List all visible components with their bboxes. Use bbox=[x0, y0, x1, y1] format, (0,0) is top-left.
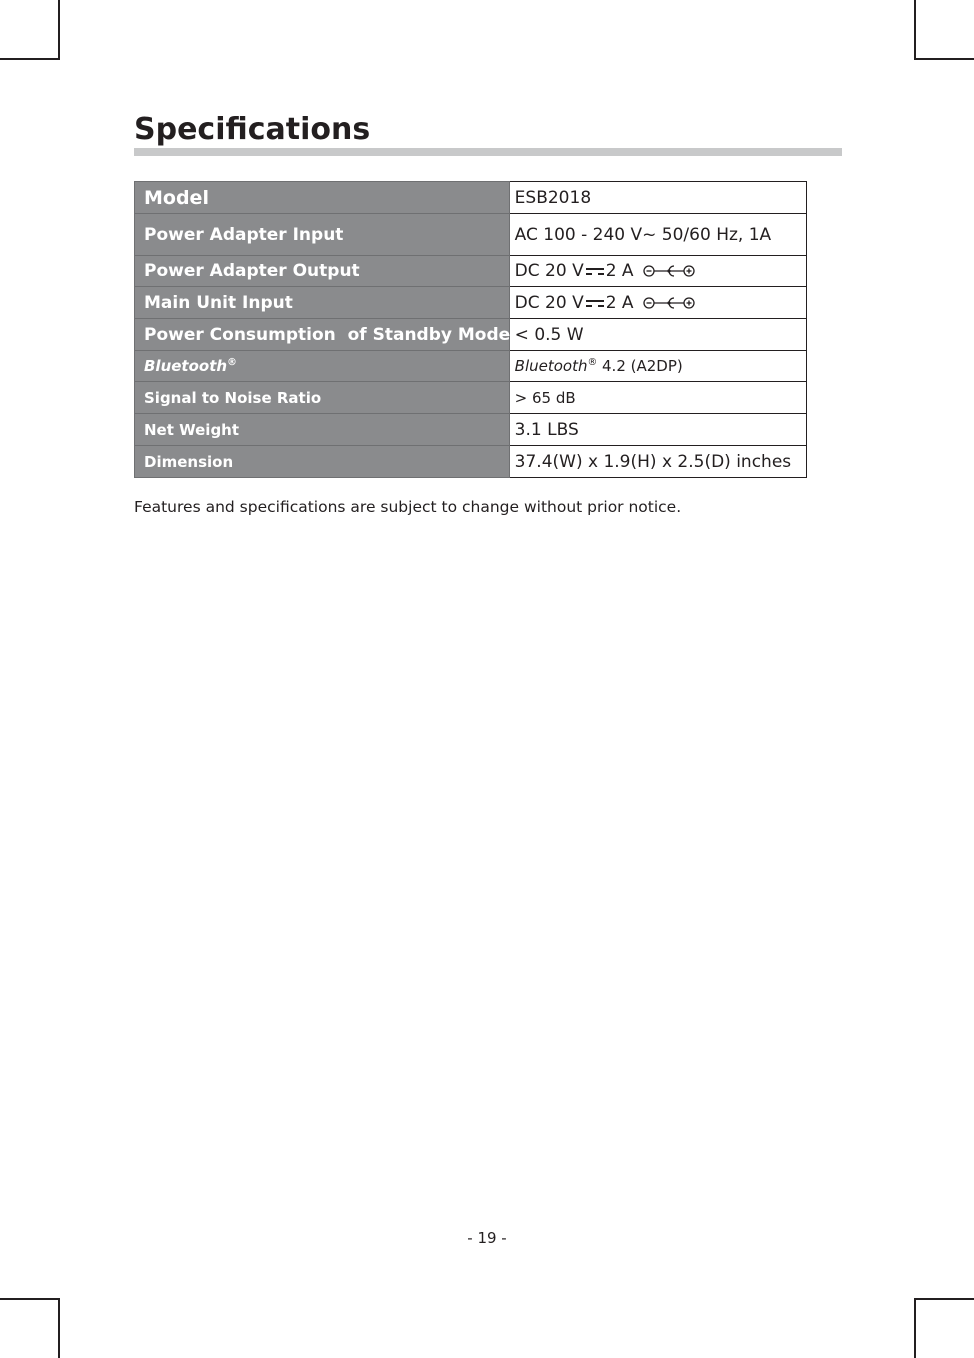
spec-label-bluetooth bbox=[135, 351, 510, 382]
table-row bbox=[135, 182, 807, 214]
center-positive-polarity-icon bbox=[643, 296, 695, 310]
crop-mark-bottom-left-horizontal bbox=[0, 1298, 60, 1300]
spec-value-bluetooth bbox=[509, 351, 806, 382]
spec-value-dimension: 37.4(W) x 1.9(H) x 2.5(D) inches bbox=[509, 446, 806, 478]
table-row bbox=[135, 256, 807, 287]
spec-value-snr: > 65 dB bbox=[509, 382, 806, 414]
registered-mark: ® bbox=[587, 357, 598, 368]
crop-mark-bottom-left-vertical bbox=[58, 1298, 60, 1358]
spec-value-model: ESB2018 bbox=[509, 182, 806, 214]
crop-mark-top-left-vertical bbox=[58, 0, 60, 60]
spec-label-adapter-input: Power Adapter Input bbox=[135, 214, 510, 256]
bluetooth-label-text: Bluetooth bbox=[144, 357, 228, 375]
table-row bbox=[135, 319, 807, 351]
spec-label-dimension: Dimension bbox=[135, 446, 510, 478]
crop-mark-top-right-horizontal bbox=[914, 58, 974, 60]
spec-value-standby-power: < 0.5 W bbox=[509, 319, 806, 351]
spec-label-standby-power: Power Consumption of Standby Mode bbox=[135, 319, 510, 351]
spec-value-suffix: 2 A bbox=[605, 292, 634, 313]
spec-value-main-unit-input bbox=[509, 287, 806, 319]
crop-mark-bottom-right-horizontal bbox=[914, 1298, 974, 1300]
page-title: Specifications bbox=[134, 112, 371, 147]
direct-current-icon bbox=[586, 266, 604, 276]
spec-value-adapter-output bbox=[509, 256, 806, 287]
spec-label-net-weight: Net Weight bbox=[135, 414, 510, 446]
table-row bbox=[135, 382, 807, 414]
direct-current-icon bbox=[586, 298, 604, 308]
crop-mark-bottom-right-vertical bbox=[914, 1298, 916, 1358]
spec-label-main-unit-input: Main Unit Input bbox=[135, 287, 510, 319]
table-row bbox=[135, 446, 807, 478]
table-row bbox=[135, 287, 807, 319]
registered-mark: ® bbox=[227, 357, 237, 368]
title-underline bbox=[134, 148, 842, 156]
spec-value-suffix: 2 A bbox=[605, 261, 634, 281]
specifications-table bbox=[134, 181, 807, 478]
bluetooth-version-text: 4.2 (A2DP) bbox=[597, 357, 683, 375]
spec-label-snr: Signal to Noise Ratio bbox=[135, 382, 510, 414]
spec-value-prefix: DC 20 V bbox=[514, 292, 584, 313]
disclaimer-note: Features and specifications are subject to change without prior notice. bbox=[134, 498, 682, 516]
table-row bbox=[135, 414, 807, 446]
crop-mark-top-right-vertical bbox=[914, 0, 916, 60]
bluetooth-brand-text: Bluetooth bbox=[514, 357, 588, 375]
spec-value-prefix: DC 20 V bbox=[514, 261, 584, 281]
spec-label-text: Model bbox=[144, 186, 209, 209]
center-positive-polarity-icon bbox=[643, 264, 695, 278]
spec-label-model bbox=[135, 182, 510, 214]
table-row bbox=[135, 351, 807, 382]
spec-value-net-weight: 3.1 LBS bbox=[509, 414, 806, 446]
page-number: - 19 - bbox=[467, 1229, 507, 1247]
table-row bbox=[135, 214, 807, 256]
spec-value-adapter-input: AC 100 - 240 V~ 50/60 Hz, 1A bbox=[509, 214, 806, 256]
spec-label-adapter-output: Power Adapter Output bbox=[135, 256, 510, 287]
crop-mark-top-left-horizontal bbox=[0, 58, 60, 60]
